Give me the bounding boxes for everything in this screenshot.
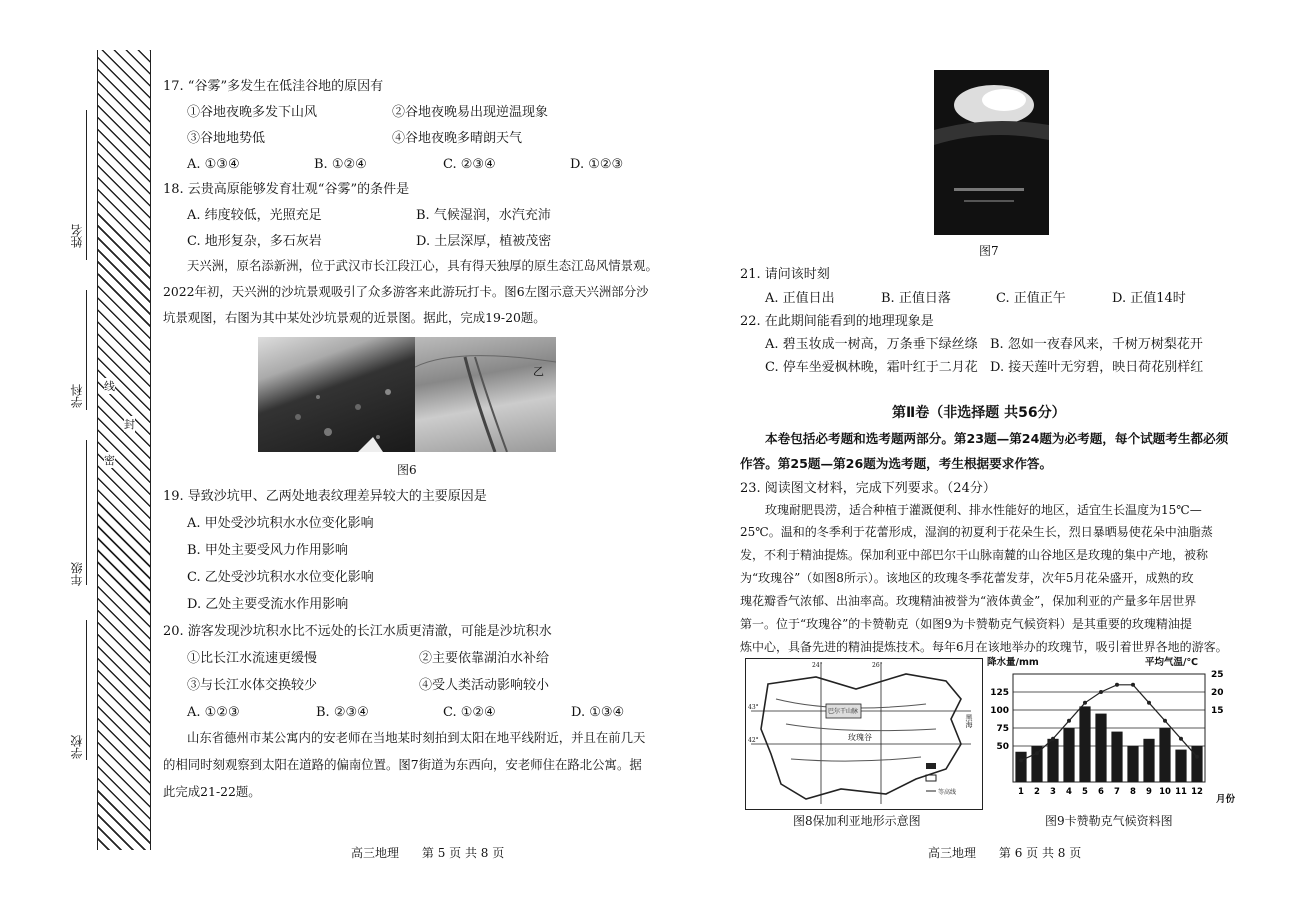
- fig9-ytick-right: 25: [1211, 670, 1224, 680]
- q21-option-a[interactable]: A. 正值日出: [765, 291, 835, 306]
- q20-option-b[interactable]: B. ②③④: [316, 705, 369, 720]
- q18-option-c[interactable]: C. 地形复杂，多石灰岩: [187, 234, 322, 249]
- q19-option-a[interactable]: A. 甲处受沙坑积水水位变化影响: [187, 516, 374, 531]
- q23-p3: 为“玫瑰谷”（如图8所示）。该地区的玫瑰冬季花蕾发芽，次年5月花朵盛开，成熟的玫: [740, 571, 1194, 585]
- fig9-ytick-left: 75: [996, 724, 1009, 734]
- fig8-mountain-label: 巴尔干山脉: [828, 708, 859, 715]
- q21-option-b[interactable]: B. 正值日落: [881, 291, 951, 306]
- fig9-bar: [1191, 746, 1202, 782]
- fig9-xtick: 7: [1114, 787, 1120, 797]
- fig6-right-photo: [415, 337, 556, 452]
- q20-stem: 20. 游客发现沙坑积水比不远处的长江水质更清澈，可能是沙坑积水: [163, 624, 552, 639]
- fig8-caption: 图8保加利亚地形示意图: [793, 814, 921, 828]
- intro19-line3: 坑景观图，右图为其中某处沙坑景观的近景图。据此，完成19-20题。: [163, 310, 546, 325]
- name-label: 姓名: [70, 224, 84, 248]
- fig8-map: [745, 658, 983, 810]
- fig9-xtick: 10: [1159, 787, 1171, 797]
- q20-option-a[interactable]: A. ①②③: [187, 705, 240, 720]
- q19-option-c[interactable]: C. 乙处受沙坑积水水位变化影响: [187, 570, 374, 585]
- part2-line1: 本卷包括必考题和选考题两部分。第23题—第24题为必考题，每个试题考生都必须: [765, 431, 1229, 446]
- q22-option-c[interactable]: C. 停车坐爱枫林晚，霜叶红于二月花: [765, 360, 978, 375]
- fig7-sunlight: [934, 70, 1049, 235]
- fig8-lat42: 42°: [748, 737, 759, 744]
- q18-option-d[interactable]: D. 土层深厚，植被茂密: [416, 234, 552, 249]
- q22-option-d[interactable]: D. 接天莲叶无穷碧，映日荷花别样红: [990, 360, 1204, 375]
- q20-s1: ①比长江水流速更缓慢: [187, 651, 318, 666]
- fig9-bar: [1159, 728, 1170, 782]
- q23-p5: 第一。位于“玫瑰谷”的卡赞勒克（如图9为卡赞勒克气候资料）是其重要的玫瑰精油提: [740, 617, 1192, 631]
- fig8-valley-label: 玫瑰谷: [848, 733, 872, 742]
- class-line: [86, 440, 87, 585]
- fig9-bar: [1111, 732, 1122, 782]
- q19-option-d[interactable]: D. 乙处主要受流水作用影响: [187, 597, 349, 612]
- fig8-lon26: 26°: [872, 662, 883, 669]
- school-line: [86, 620, 87, 760]
- fig9-xtick: 11: [1175, 787, 1187, 797]
- fig9-temp-point: [1019, 758, 1023, 762]
- fig9-chart: [985, 654, 1240, 809]
- q17-option-c[interactable]: C. ②③④: [443, 157, 496, 172]
- q22-option-a[interactable]: A. 碧玉妆成一树高，万条垂下绿丝绦: [765, 337, 978, 352]
- q17-option-b[interactable]: B. ①②④: [314, 157, 367, 172]
- fig6-left-photo: [258, 337, 415, 452]
- fig9-temp-point: [1179, 737, 1183, 741]
- seal-seal-char: 封: [124, 418, 135, 431]
- q17-s3: ③谷地地势低: [187, 131, 266, 146]
- fig9-temp-point: [1163, 719, 1167, 723]
- fig9-bar: [1127, 746, 1138, 782]
- q23-p4: 瑰花瓣香气浓郁、出油率高。玫瑰精油被誉为“液体黄金”，保加利亚的产量多年居世界: [740, 594, 1197, 608]
- q18-option-b[interactable]: B. 气候湿润，水汽充沛: [416, 208, 551, 223]
- fig9-xtick: 9: [1146, 787, 1152, 797]
- q23-stem: 23. 阅读图文材料，完成下列要求。（24分）: [740, 481, 996, 496]
- part2-line2: 作答。第25题—第26题为选考题，考生根据要求作答。: [740, 456, 1053, 471]
- q18-option-a[interactable]: A. 纬度较低，光照充足: [187, 208, 322, 223]
- fig9-temp-point: [1147, 701, 1151, 705]
- q20-s2: ②主要依靠湖泊水补给: [419, 651, 550, 666]
- q17-s1: ①谷地夜晚多发下山风: [187, 105, 318, 120]
- intro19-line1: 天兴洲，原名添新洲，位于武汉市长江段江心，具有得天独厚的原生态江岛风情景观。: [187, 258, 658, 273]
- right-footer: 高三地理 第 6 页 共 8 页: [928, 846, 1082, 860]
- binding-hatch: [97, 50, 151, 850]
- fig6-left-texture: [258, 337, 415, 452]
- school-label: 学校: [70, 735, 84, 759]
- intro21-line3: 此完成21-22题。: [163, 784, 261, 799]
- fig9-bar: [1095, 714, 1106, 782]
- fig9-xtick: 5: [1082, 787, 1088, 797]
- fig9-xtick: 6: [1098, 787, 1104, 797]
- q23-p2: 发，不利于精油提炼。保加利亚中部巴尔干山脉南麓的山谷地区是玫瑰的集中产地，被称: [740, 548, 1209, 562]
- fig6-marker-yi: 乙: [533, 365, 544, 378]
- fig9-xtick: 2: [1034, 787, 1040, 797]
- q20-option-c[interactable]: C. ①②④: [443, 705, 496, 720]
- intro19-line2: 2022年初，天兴洲的沙坑景观吸引了众多游客来此游玩打卡。图6左图示意天兴洲部分沙: [163, 284, 649, 299]
- fig9-bar: [1143, 739, 1154, 782]
- fig6-caption: 图6: [397, 463, 417, 477]
- subject-label: 学科: [70, 384, 84, 408]
- fig9-bar: [1079, 706, 1090, 782]
- name-line: [86, 110, 87, 260]
- q22-option-b[interactable]: B. 忽如一夜春风来，千树万树梨花开: [990, 337, 1203, 352]
- fig6-right-texture: [415, 337, 556, 452]
- fig9-ytick-right: 20: [1211, 688, 1224, 698]
- seal-line-char: 线: [104, 380, 115, 393]
- seal-dense-char: 密: [104, 454, 115, 467]
- q20-option-d[interactable]: D. ①③④: [571, 705, 625, 720]
- fig7-photo: [934, 70, 1049, 235]
- q17-stem: 17. “谷雾”多发生在低洼谷地的原因有: [163, 79, 384, 94]
- intro21-line1: 山东省德州市某公寓内的安老师在当地某时刻拍到太阳在地平线附近，并且在前几天: [187, 730, 646, 745]
- q23-p0: 玫瑰耐肥畏涝，适合种植于灌溉便利、排水性能好的地区，适宜生长温度为15℃—: [765, 503, 1202, 517]
- part2-title: 第Ⅱ卷（非选择题 共56分）: [892, 405, 1066, 421]
- fig9-temp-point: [1099, 690, 1103, 694]
- q21-option-c[interactable]: C. 正值正午: [996, 291, 1066, 306]
- q20-s4: ④受人类活动影响较小: [419, 678, 550, 693]
- q17-s2: ②谷地夜晚易出现逆温现象: [392, 105, 549, 120]
- fig9-ylabel-left: 降水量/mm: [987, 657, 1039, 668]
- q21-stem: 21. 请问该时刻: [740, 267, 830, 282]
- fig9-temp-point: [1035, 751, 1039, 755]
- fig9-temp-point: [1051, 737, 1055, 741]
- q23-p1: 25℃。温和的冬季利于花蕾形成，湿润的初夏利于花朵生长，烈日暴晒易使花朵中油脂蒸: [740, 525, 1213, 539]
- fig9-xtick: 12: [1191, 787, 1203, 797]
- q22-stem: 22. 在此期间能看到的地理现象是: [740, 314, 934, 329]
- fig9-xtick: 4: [1066, 787, 1072, 797]
- fig9-temp-point: [1131, 683, 1135, 687]
- intro21-line2: 的相同时刻观察到太阳在道路的偏南位置。图7街道为东西向，安老师住在路北公寓。据: [163, 757, 642, 772]
- fig9-ytick-left: 125: [990, 688, 1009, 698]
- fig9-caption: 图9卡赞勒克气候资料图: [1045, 814, 1173, 828]
- q19-stem: 19. 导致沙坑甲、乙两处地表纹理差异较大的主要原因是: [163, 489, 487, 504]
- fig9-bar: [1047, 739, 1058, 782]
- q17-s4: ④谷地夜晚多晴朗天气: [392, 131, 523, 146]
- fig9-xlabel: 月份: [1216, 794, 1236, 805]
- fig9-temp-point: [1083, 701, 1087, 705]
- q20-s3: ③与长江水体交换较少: [187, 678, 318, 693]
- q18-stem: 18. 云贵高原能够发育壮观“谷雾”的条件是: [163, 182, 410, 197]
- fig9-chart-svg: [985, 654, 1240, 809]
- fig9-xtick: 3: [1050, 787, 1056, 797]
- q17-option-d[interactable]: D. ①②③: [570, 157, 624, 172]
- fig9-xtick: 1: [1018, 787, 1024, 797]
- q23-p6: 炼中心，具备先进的精油提炼技术。每年6月在该地举办的玫瑰节，吸引着世界各地的游客。: [740, 640, 1228, 654]
- fig9-bar: [1063, 728, 1074, 782]
- fig7-caption: 图7: [979, 244, 999, 258]
- q19-option-b[interactable]: B. 甲处主要受风力作用影响: [187, 543, 348, 558]
- fig8-lat43: 43°: [748, 704, 759, 711]
- fig9-temp-point: [1195, 755, 1199, 759]
- q21-option-d[interactable]: D. 正值14时: [1112, 291, 1186, 306]
- fig9-xtick: 8: [1130, 787, 1136, 797]
- fig8-sea-label: 黑海: [965, 714, 973, 728]
- left-footer: 高三地理 第 5 页 共 8 页: [351, 846, 505, 860]
- subject-line: [86, 290, 87, 410]
- fig9-ytick-left: 100: [990, 706, 1009, 716]
- q17-option-a[interactable]: A. ①③④: [187, 157, 240, 172]
- fig9-temp-point: [1067, 719, 1071, 723]
- fig9-bar: [1175, 750, 1186, 782]
- fig9-bar: [1015, 752, 1026, 782]
- class-label: 年级: [70, 562, 84, 586]
- fig8-legend: 等高线: [938, 789, 957, 796]
- fig8-lon24: 24°: [812, 662, 823, 669]
- fig9-temp-point: [1115, 683, 1119, 687]
- fig9-ylabel-right: 平均气温/℃: [1145, 657, 1198, 668]
- fig9-ytick-left: 50: [996, 742, 1009, 752]
- fig9-ytick-right: 15: [1211, 706, 1224, 716]
